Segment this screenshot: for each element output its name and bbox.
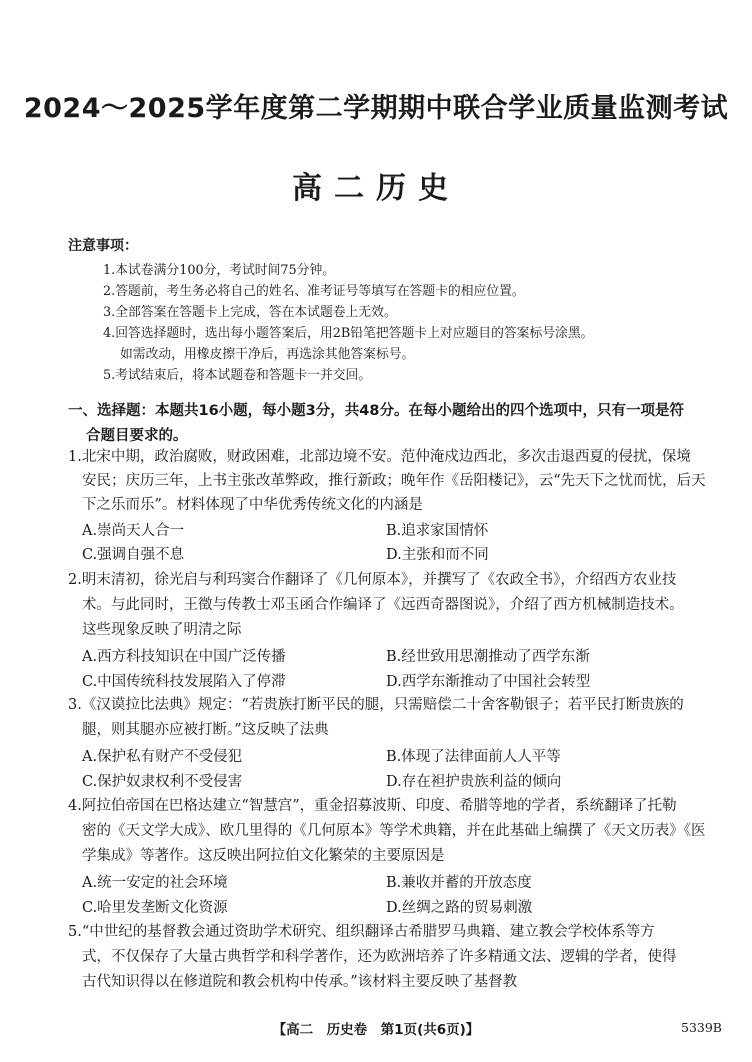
question-1-line: 1.北宋中期，政治腐败，财政困难，北部边境不安。范仲淹戍边西北，多次击退西夏的侵扰，保境	[68, 449, 691, 465]
section-heading-line: 一、选择题：本题共16小题，每小题3分，共48分。在每小题给出的四个选项中，只有一项是符	[68, 403, 684, 419]
paper-code: 5339B	[681, 1020, 722, 1035]
question-4-option-d: D.丝绸之路的贸易刺激	[386, 900, 533, 916]
question-2-option-b: B.经世致用思潮推动了西学东渐	[386, 649, 590, 665]
note-item: 3.全部答案在答题卡上完成，答在本试题卷上无效。	[103, 305, 397, 320]
note-item: 5.考试结束后，将本试题卷和答题卡一并交回。	[103, 368, 372, 383]
exam-title: 2024～2025学年度第二学期期中联合学业质量监测考试	[23, 93, 729, 124]
question-2-option-d: D.西学东渐推动了中国社会转型	[386, 674, 591, 690]
question-4-line: 4.阿拉伯帝国在巴格达建立“智慧宫”，重金招募波斯、印度、希腊等地的学者，系统翻译了托勒	[68, 798, 677, 814]
question-2-line: 2.明末清初，徐光启与利玛窦合作翻译了《几何原本》，并撰写了《农政全书》，介绍西方农业技	[68, 572, 677, 588]
question-3-option-a: A.保护私有财产不受侵犯	[82, 749, 243, 765]
page-footer: 【高二 历史卷 第1页(共6页)】	[272, 1022, 480, 1038]
question-4-option-a: A.统一安定的社会环境	[82, 875, 228, 891]
question-3-line: 腿，则其腿亦应被打断。”这反映了法典	[82, 722, 329, 738]
question-1-line: 下之乐而乐”。材料体现了中华优秀传统文化的内涵是	[82, 497, 423, 513]
note-item: 2.答题前，考生务必将自己的姓名、准考证号等填写在答题卡的相应位置。	[103, 284, 525, 299]
question-1-option-c: C.强调自强不息	[82, 547, 185, 563]
question-5-line: 式，不仅保存了大量古典哲学和科学著作，还为欧洲培养了许多精通文法、逻辑的学者，使得	[82, 949, 677, 965]
note-item: 如需改动，用橡皮擦干净后，再选涂其他答案标号。	[120, 347, 415, 362]
question-2-option-a: A.西方科技知识在中国广泛传播	[82, 649, 286, 665]
note-item: 1.本试卷满分100分，考试时间75分钟。	[103, 263, 336, 278]
question-3-line: 3.《汉谟拉比法典》规定：“若贵族打断平民的腿，只需赔偿二十舍客勒银子；若平民打断贵族的	[68, 697, 684, 713]
question-4-line: 学集成》等著作。这反映出阿拉伯文化繁荣的主要原因是	[82, 848, 445, 864]
question-2-line: 术。与此同时，王徵与传教士邓玉函合作编译了《远西奇器图说》，介绍了西方机械制造技术。	[82, 597, 684, 613]
question-5-line: 5.“中世纪的基督教会通过资助学术研究、组织翻译古希腊罗马典籍、建立教会学校体系等方	[68, 924, 655, 940]
question-4-line: 密的《天文学大成》、欧几里得的《几何原本》等学术典籍，并在此基础上编撰了《天文历表》《医	[82, 823, 706, 839]
note-item: 4.回答选择题时，选出每小题答案后，用2B铅笔把答题卡上对应题目的答案标号涂黑。	[103, 326, 594, 341]
section-heading-line: 合题目要求的。	[86, 428, 188, 444]
question-1-option-a: A.崇尚天人合一	[82, 523, 185, 539]
question-2-option-c: C.中国传统科技发展陷入了停滞	[82, 674, 286, 690]
question-5-line: 古代知识得以在修道院和教会机构中传承。”该材料主要反映了基督教	[82, 974, 518, 990]
subject-title: 高二历史	[292, 171, 460, 206]
question-3-option-c: C.保护奴隶权利不受侵害	[82, 774, 243, 790]
question-4-option-c: C.哈里发垄断文化资源	[82, 900, 228, 916]
section-heading	[68, 399, 690, 449]
question-1-option-b: B.追求家国情怀	[386, 523, 489, 539]
question-3-option-d: D.存在袒护贵族利益的倾向	[386, 774, 562, 790]
question-4-option-b: B.兼收并蓄的开放态度	[386, 875, 532, 891]
question-2-line: 这些现象反映了明清之际	[82, 622, 242, 638]
question-1-line: 安民；庆历三年，上书主张改革弊政，推行新政；晚年作《岳阳楼记》，云“先天下之忧而忧，后天	[82, 473, 706, 489]
notes-heading: 注意事项：	[68, 238, 138, 254]
question-3-option-b: B.体现了法律面前人人平等	[386, 749, 561, 765]
question-1-option-d: D.主张和而不同	[386, 547, 489, 563]
